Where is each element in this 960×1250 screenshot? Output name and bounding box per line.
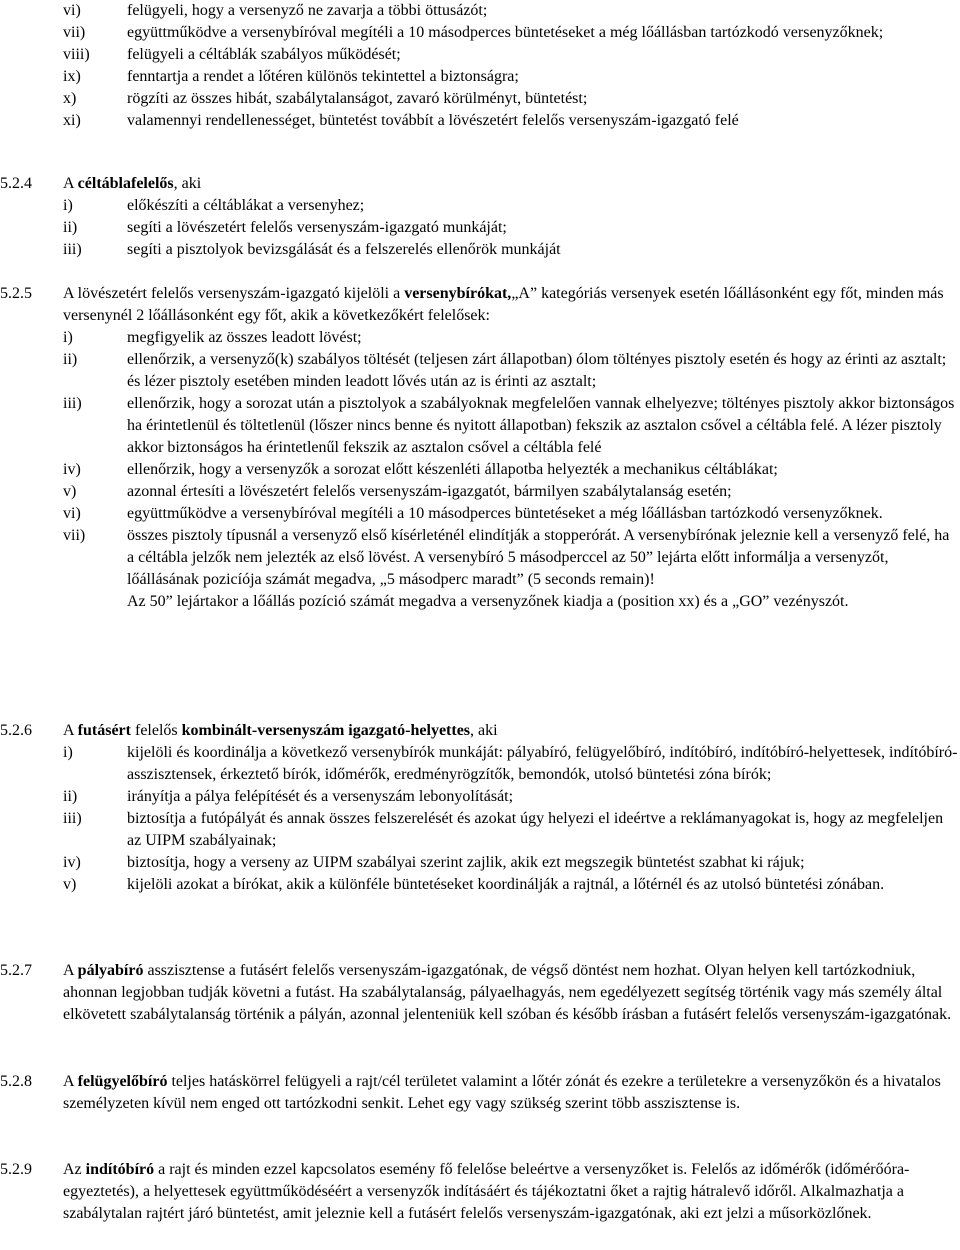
list-item-label: iii) <box>63 395 82 412</box>
section-number: 5.2.9 <box>0 1161 32 1178</box>
list-item <box>0 481 958 503</box>
list-item-label: v) <box>63 483 77 500</box>
list-item <box>0 239 960 261</box>
list-item-text: előkészíti a céltáblákat a versenyhez; <box>127 197 365 214</box>
list-item <box>0 459 958 481</box>
section-number: 5.2.7 <box>0 962 32 979</box>
list-item <box>0 0 960 22</box>
list-item-label: iv) <box>63 854 81 871</box>
role-term: céltáblafelelős <box>77 175 174 192</box>
list-item-label: i) <box>63 329 73 346</box>
list-item <box>0 327 958 349</box>
list-item-text: ellenőrzik, hogy a sorozat után a pisztolyok a szabályoknak megfelelően vannak elhelyezve; töltényes pisztoly akkor biztonságos ha érintetlenül és töltetlenül (lőszer nincs benne és nyitott állapotban) fekszik az asztalon csővel a céltábla felé. A lézer pisztoly akkor biztonságos ha érintetlenűl fekszik az asztalon csővel a céltábla felé <box>127 395 955 456</box>
role-term: versenybírókat, <box>404 285 512 302</box>
section-heading: 5.2.4 A céltáblafelelős, aki <box>0 173 960 195</box>
list-item-label: iii) <box>63 241 82 258</box>
role-term: indítóbíró <box>85 1161 155 1178</box>
role-term: futásért <box>77 722 131 739</box>
section-5-2-9 <box>0 1159 958 1225</box>
section-number: 5.2.5 <box>0 285 32 302</box>
list-item-label: iv) <box>63 461 81 478</box>
section-5-2-4 <box>0 173 960 261</box>
list-item <box>0 393 958 459</box>
list-item-label: v) <box>63 876 77 893</box>
section-paragraph: 5.2.9 Az indítóbíró a rajt és minden ezzel kapcsolatos esemény fő felelőse beleértve a versenyzőket is. Felelős az időmérők (időmérőóra-egyeztetés), a helyettesek együttműködéséért a versenyzők indításáért és tájékoztatni őket a rajtig hátralevő időről. Alkalmazhatja a szabálytalan rajtért járó büntetést, amit jeleznie kell a futásért felelős versenyszám-igazgatónak, aki ezt jelzi a műsorközlőnek. <box>0 1161 910 1222</box>
role-term: kombinált-versenyszám igazgató-helyettes <box>181 722 471 739</box>
list-item <box>0 786 958 808</box>
section-number: 5.2.6 <box>0 722 32 739</box>
list-item-text: együttműködve a versenybíróval megítéli a 10 másodperces büntetéseket a még lőállásban tartózkodó versenyzőknek. <box>127 505 883 522</box>
list-item <box>0 88 960 110</box>
list-item-text: ellenőrzik, hogy a versenyzők a sorozat előtt készenléti állapotba helyezték a mechanikus céltáblákat; <box>127 461 778 478</box>
list-item-label: vii) <box>63 527 86 544</box>
list-item <box>0 66 960 88</box>
list-item-text: irányítja a pálya felépítését és a versenyszám lebonyolítását; <box>127 788 514 805</box>
list-item <box>0 742 958 786</box>
list-item <box>0 503 958 525</box>
list-item-label: i) <box>63 197 73 214</box>
list-item <box>0 852 958 874</box>
list-item-text: azonnal értesíti a lövészetért felelős versenyszám-igazgatót, bármilyen szabálytalanság esetén; <box>127 483 732 500</box>
list-item-text: segíti a pisztolyok bevizsgálását és a felszerelés ellenőrök munkáját <box>127 241 561 258</box>
list-item-label: ix) <box>63 68 81 85</box>
list-item-text: fenntartja a rendet a lőtéren különös tekintettel a biztonságra; <box>127 68 519 85</box>
list-item-label: iii) <box>63 810 82 827</box>
list-item-text: kijelöli és koordinálja a következő versenybírók munkáját: pályabíró, felügyelőbíró, indítóbíró, indítóbíró-helyettesek, indítóbíró-asszisztensek, érkeztető bírók, időmérők, eredményrögzítők, bemondók, utolsó büntetési zóna bírók; <box>127 744 958 783</box>
list-item-text: felügyeli a céltáblák szabályos működését; <box>127 46 401 63</box>
list-item-text: rögzíti az összes hibát, szabálytalanságot, zavaró körülményt, büntetést; <box>127 90 588 107</box>
list-item-label: ii) <box>63 219 78 236</box>
list-item-label: viii) <box>63 46 90 63</box>
list-item-label: i) <box>63 744 73 761</box>
list-item-text: segíti a lövészetért felelős versenyszám-igazgató munkáját; <box>127 219 507 236</box>
role-term: felügyelőbíró <box>77 1073 168 1090</box>
list-item <box>0 525 958 591</box>
list-item <box>0 195 960 217</box>
section-number: 5.2.4 <box>0 175 32 192</box>
section-heading: 5.2.5 A lövészetért felelős versenyszám-igazgató kijelöli a versenybírókat,„A” kategóriás versenyek esetén lőállásonként egy főt, minden más versenynél 2 lőállásonként egy főt, akik a következőkért felelősek: <box>0 285 944 324</box>
list-item <box>0 808 958 852</box>
list-item-label: ii) <box>63 788 78 805</box>
role-term: pályabíró <box>77 962 144 979</box>
list-item-text: kijelöli azokat a bírókat, akik a különféle büntetéseket koordinálják a rajtnál, a lőtérnél és az utolsó büntetési zónában. <box>127 876 885 893</box>
list-item <box>0 110 960 132</box>
list-item <box>0 44 960 66</box>
section-5-2-6 <box>0 720 958 896</box>
list-item <box>0 22 960 44</box>
list-item <box>0 217 960 239</box>
list-item-text: biztosítja, hogy a verseny az UIPM szabályai szerint zajlik, akik ezt megszegik büntetést szabhat ki rájuk; <box>127 854 805 871</box>
list-item-text: valamennyi rendellenességet, büntetést továbbít a lövészetért felelős versenyszám-igazgató felé <box>127 112 739 129</box>
list-item-label: ii) <box>63 351 78 368</box>
list-item-text: felügyeli, hogy a versenyző ne zavarja a többi öttusázót; <box>127 2 488 19</box>
list-item-label: vi) <box>63 2 81 19</box>
list-item-label: vi) <box>63 505 81 522</box>
list-item-label: x) <box>63 90 77 107</box>
list-item-text: összes pisztoly típusnál a versenyző első kísérleténél elindítják a stopperórát. A versenybírónak jeleznie kell a versenyző felé, ha a céltábla jelzők nem jelezték az első lövést. A versenybíró 5 másodperccel az 50” lejárta előtt informálja a versenyzőt, lőállásának pozicíója számát megadva, „5 másodperc maradt” (5 seconds remain)! <box>127 527 950 588</box>
section-heading: 5.2.6 A futásért felelős kombinált-versenyszám igazgató-helyettes, aki <box>0 720 958 742</box>
list-item <box>0 349 958 393</box>
section-5-2-7 <box>0 960 958 1026</box>
list-item-text: megfigyelik az összes leadott lövést; <box>127 329 362 346</box>
section-5-2-8 <box>0 1071 958 1115</box>
list-item-continuation: Az 50” lejártakor a lőállás pozíció számát megadva a versenyzőnek kiadja a (position xx) és a „GO” vezényszót. <box>127 593 849 610</box>
top-list <box>0 0 960 132</box>
section-5-2-5 <box>0 283 958 613</box>
list-item-text: biztosítja a futópályát és annak összes felszerelését és azokat úgy helyezi el ideértve a reklámanyagokat is, hogy az megfeleljen az UIPM szabályainak; <box>127 810 944 849</box>
list-item-text: együttműködve a versenybíróval megítéli a 10 másodperces büntetéseket a még lőállásban tartózkodó versenyzőknek; <box>127 24 884 41</box>
section-paragraph: 5.2.7 A pályabíró asszisztense a futásért felelős versenyszám-igazgatónak, de végső döntést nem hozhat. Olyan helyen kell tartózkodniuk, ahonnan legjobban tudják követni a futást. Ha szabálytalanság, pályaelhagyás, nem egedélyezett segítség történik vagy más személy által elkövetett szabálytalanság történik a pályán, azonnal jelenteniük kell szóban és később írásban a futásért felelős versenyszám-igazgatónak. <box>0 962 952 1023</box>
list-item-label: vii) <box>63 24 86 41</box>
section-paragraph: 5.2.8 A felügyelőbíró teljes hatáskörrel felügyeli a rajt/cél területet valamint a lőtér zónát és ezekre a területekre a versenyzőkön és a hivatalos személyzeten kívül nem enged ott tartózkodni senkit. Lehet egy vagy szükség szerint több asszisztense is. <box>0 1073 941 1112</box>
list-item <box>0 874 958 896</box>
list-item-label: xi) <box>63 112 81 129</box>
list-item-text: ellenőrzik, a versenyző(k) szabályos töltését (teljesen zárt állapotban) ólom töltényes pisztoly esetén és hogy az érinti az asztalt; és lézer pisztoly esetében minden leadott lővés után az is érinti az asztalt; <box>127 351 947 390</box>
section-number: 5.2.8 <box>0 1073 32 1090</box>
